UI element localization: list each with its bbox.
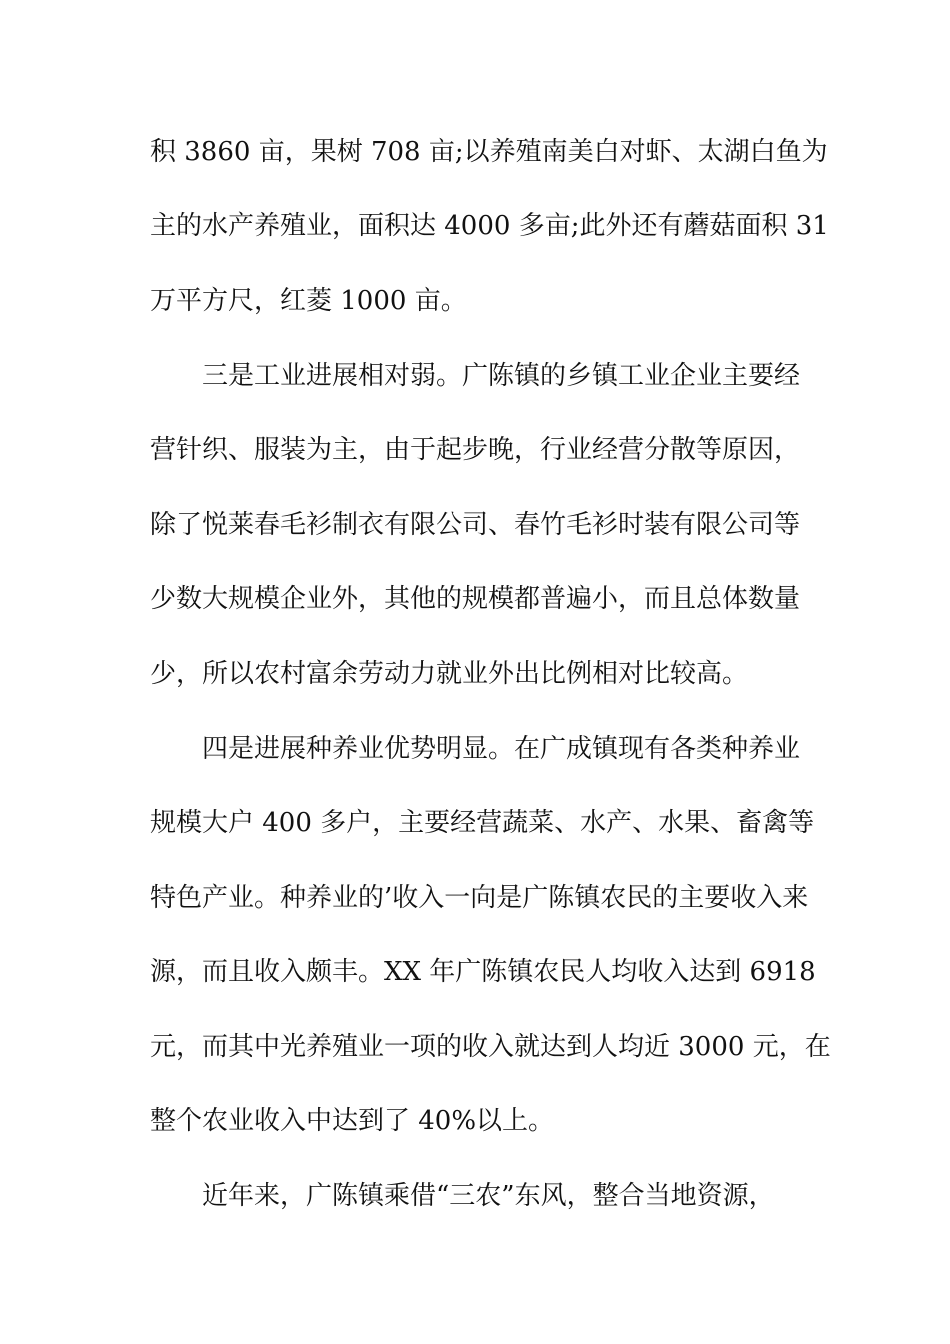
paragraph-3-line-1: 四是进展种养业优势明显。在广成镇现有各类种养业 [202,734,801,764]
paragraph-3-line-6: 整个农业收入中达到了 40%以上。 [150,1106,555,1136]
paragraph-2-line-2: 营针织、服装为主，由于起步晚，行业经营分散等原因， [150,435,801,465]
paragraph-3-line-5: 元，而其中光养殖业一项的收入就达到人均近 3000 元，在 [150,1032,831,1062]
paragraph-1-line-1: 积 3860 亩，果树 708 亩;以养殖南美白对虾、太湖白鱼为 [150,137,828,167]
paragraph-3-line-2: 规模大户 400 多户，主要经营蔬菜、水产、水果、畜禽等 [150,808,815,838]
paragraph-1-line-3: 万平方尺，红菱 1000 亩。 [150,286,467,316]
paragraph-1-line-2: 主的水产养殖业，面积达 4000 多亩;此外还有蘑菇面积 31 [150,211,829,241]
paragraph-2-line-3: 除了悦莱春毛衫制衣有限公司、春竹毛衫时装有限公司等 [150,510,801,540]
paragraph-4-line-1: 近年来，广陈镇乘借“三农”东风，整合当地资源， [202,1181,775,1211]
paragraph-2-line-1: 三是工业进展相对弱。广陈镇的乡镇工业企业主要经 [202,361,801,391]
paragraph-3-line-3: 特色产业。种养业的’收入一向是广陈镇农民的主要收入来 [150,883,809,913]
paragraph-2-line-5: 少，所以农村富余劳动力就业外出比例相对比较高。 [150,659,749,689]
paragraph-3-line-4: 源，而且收入颇丰。XX 年广陈镇农民人均收入达到 6918 [150,957,816,987]
paragraph-2-line-4: 少数大规模企业外，其他的规模都普遍小，而且总体数量 [150,584,801,614]
